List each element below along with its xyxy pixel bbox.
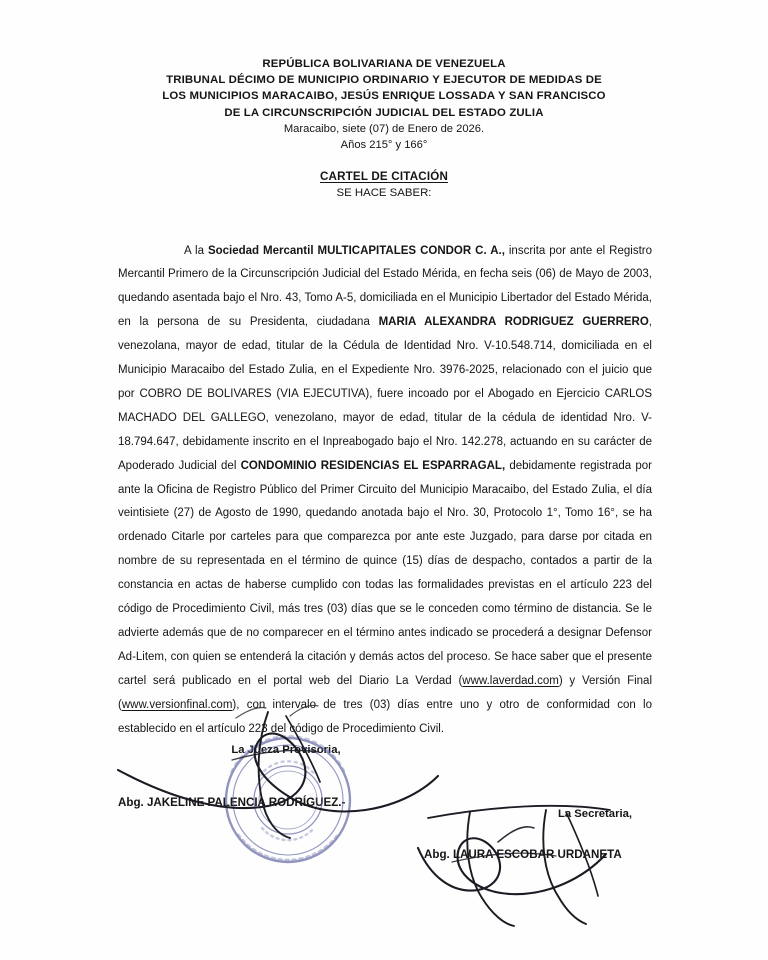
signature-block-secretary — [418, 806, 718, 861]
header-place-and-date: Maracaibo, siete (07) de Enero de 2026. — [283, 122, 485, 135]
header-line-tribunal: TRIBUNAL DÉCIMO DE MUNICIPIO ORDINARIO Y EJECUTOR DE MEDIDAS DE — [166, 74, 602, 87]
body-segment: debidamente registrada por ante la Oficina de Registro Público del Primer Circuito del Municipio Maracaibo, del Estado Zulia, el día veintisiete (27) de Agosto de 1990, quedando anotada bajo el Nro. 30, Protocolo 1°, Tomo 16°, se ha ordenado Citarle por carteles para que comparezca por ante este Juzgado, para darse por citada en nombre de su representada en el término de quince (15) días de despacho, contados a partir de la constancia en actas de haberse cumplido con todas las formalidades previstas en el artículo 223 del código de Procedimiento Civil, más tres (03) días que se le conceden como término de distancia. Se le advierte además que de no comparecer en el término antes indicado se procederá a designar Defensor Ad-Litem, con quien se entenderá la citación y demás actos del proceso. Se hace saber que el presente cartel será publicado en el portal web del Diario La Verdad ( — [118, 459, 652, 687]
body-segment: A la — [184, 244, 208, 257]
party-name-president: MARIA ALEXANDRA RODRIGUEZ GUERRERO — [378, 316, 649, 329]
header-line-republic: REPÚBLICA BOLIVARIANA DE VENEZUELA — [262, 58, 506, 70]
document-body — [118, 240, 652, 742]
header-years: Años 215° y 166° — [340, 139, 428, 152]
title-block — [0, 168, 768, 202]
body-segment: inscrita por ante el Registro Mercantil Primero de la Circunscripción Judicial del Estado Mérida, en fecha seis (06) de Mayo de 2003, quedando asentada bajo el Nro. 43, Tomo A-5, domiciliada en el Municipio Libertador del Estado Mérida, en la persona de su Presidenta, ciudadana — [118, 244, 652, 329]
page-title: CARTEL DE CITACIÓN — [319, 170, 449, 183]
document-header — [0, 56, 768, 154]
secretary-name: Abg. LAURA ESCOBAR URDANETA — [424, 848, 622, 861]
signature-block-judge — [118, 742, 448, 809]
party-name-condominium: CONDOMINIO RESIDENCIAS EL ESPARRAGAL, — [240, 459, 506, 472]
link-versionfinal[interactable]: www.versionfinal.com — [121, 698, 233, 711]
secretary-role-label: La Secretaria, — [557, 808, 633, 820]
header-line-municipalities: LOS MUNICIPIOS MARACAIBO, JESÚS ENRIQUE LOSSADA Y SAN FRANCISCO — [162, 90, 606, 103]
link-laverdad[interactable]: www.laverdad.com — [462, 674, 559, 687]
judge-name: Abg. JAKELINE PALENCIA RODRÍGUEZ.- — [118, 796, 346, 809]
body-segment: ), con intervalo de tres (03) días entre uno y otro de conformidad con lo establecido en el artículo 223 del código de Procedimiento Civil. — [118, 698, 652, 735]
body-segment: ) y Versión Final ( — [118, 674, 652, 711]
judge-role-label: La Jueza Provisoria, — [231, 744, 341, 756]
body-segment: , venezolana, mayor de edad, titular de la Cédula de Identidad Nro. V-10.548.714, domiciliada en el Municipio Maracaibo del Estado Zulia, en el Expediente Nro. 3976-2025, relacionado con el juicio que por COBRO DE BOLIVARES (VIA EJECUTIVA), fuere incoado por el Abogado en Ejercicio CARLOS MACHADO DEL GALLEGO, venezolano, mayor de edad, titular de la cédula de identidad Nro. V-18.794.647, debidamente inscrito en el Inpreabogado bajo el Nro. 142.278, actuando en su carácter de Apoderado Judicial del — [118, 316, 652, 472]
party-name-company: Sociedad Mercantil MULTICAPITALES CONDOR C. A., — [207, 244, 505, 257]
page-subtitle: SE HACE SABER: — [336, 187, 432, 199]
header-line-jurisdiction: DE LA CIRCUNSCRIPCIÓN JUDICIAL DEL ESTADO ZULIA — [224, 106, 544, 119]
